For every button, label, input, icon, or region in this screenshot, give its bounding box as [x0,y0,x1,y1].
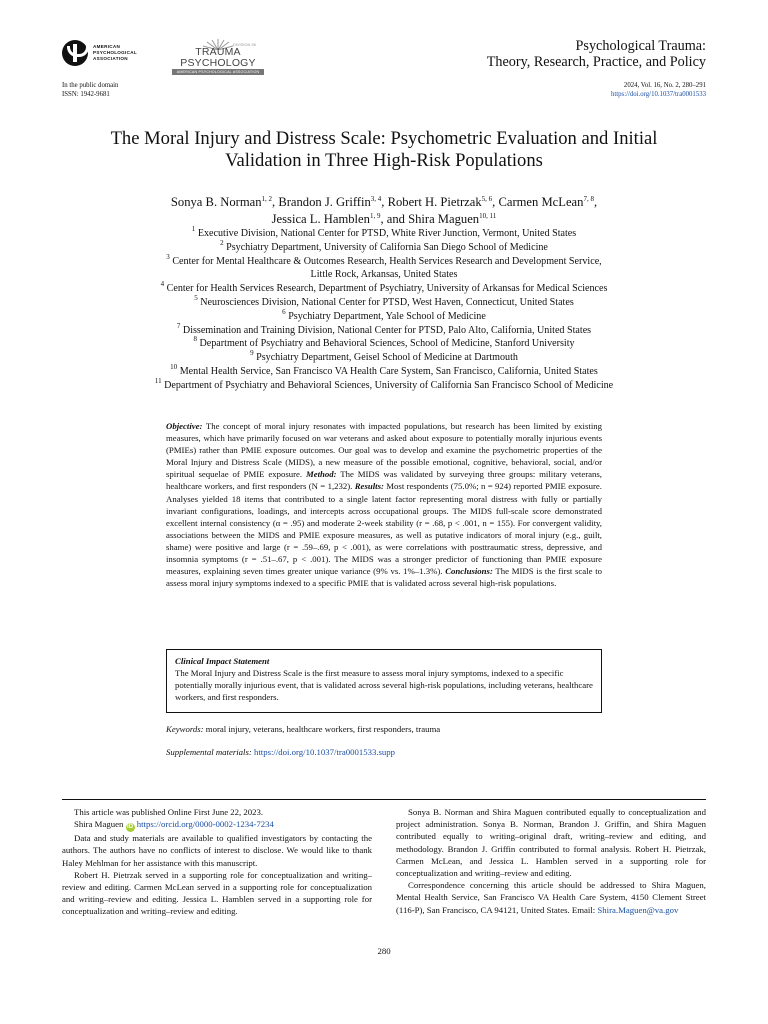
author-affiliation-sup: 5, 6 [481,195,493,203]
abstract-section-text: The MIDS was validated by surveying three groups: military veterans, healthcare workers, and first responders (N = 1,232). [166,469,602,492]
affiliation-number: 11 [154,376,162,385]
author-separator: , [272,195,279,209]
data-statement: Data and study materials are available to qualified investigators by contacting the authors. The authors have no conflicts of interest to disclose. We would like to thank Haley Mehlman for her assistance with this manuscript. [62,833,372,868]
affiliation-text: Center for Mental Healthcare & Outcomes Research, Health Services Research and Development Service, [172,255,602,267]
affiliation-number: 5 [194,293,198,302]
affiliation-text: Little Rock, Arkansas, United States [310,269,458,281]
apa-logo [62,40,137,66]
correspondence: Correspondence concerning this article should be addressed to Shira Maguen, Mental Health Service, San Francisco VA Health Care System, 4150 Clement Street (116-P), San Francisco, CA 94121, United States. Email: Shira.Maguen@va.gov [396,880,706,915]
affiliation-text: Neurosciences Division, National Center for PTSD, West Haven, Connecticut, United States [200,296,574,308]
affiliation-number: 8 [193,335,197,344]
publication-meta-left [62,81,118,99]
author-name: Brandon J. Griffin [278,195,371,209]
footnote-column-right [396,806,706,916]
affiliation-list [40,227,728,393]
affiliation-text: Psychiatry Department, Yale School of Medicine [288,310,486,322]
affiliation-number: 6 [282,307,286,316]
author-separator: , [492,195,499,209]
orcid-icon: iD [127,824,134,831]
affiliation [40,227,728,241]
footnote-divider [62,799,706,800]
publication-meta-right [611,81,706,99]
doi-link[interactable]: https://doi.org/10.1037/tra0001533 [610,91,706,98]
affiliation-number: 10 [170,362,178,371]
affiliation-text: Center for Health Services Research, Department of Psychiatry, University of Arkansas for Medical Sciences [166,283,608,295]
keywords [166,723,440,735]
affiliation-number: 3 [166,252,170,261]
author-separator: , [381,195,388,209]
abstract-section-text: Most respondents (75.0%; n = 924) reported PMIE exposure. Analyses yielded 18 items that contributed to a single latent factor representing moral distress with fully or partially invariant configurations, loadings, and intercepts across occupational groups. The MIDS full-scale score demonstrated excellent internal consistency (α = .95) and moderate 2-week stability (r = .68, p < .001, n = 155). For convergent validity, associations between the MIDS and PMIE exposure measures, as well as putative indicators of moral injury (e.g., guilt, shame) were positive and large (r = .59–.69, p < .001), as were correlations with posttraumatic stress, depressive, and insomnia symptoms (r = .51–.67, p < .001). The MIDS was a stronger predictor of functioning than PMIE exposure measures, explaining seven times greater unique variance (9% vs. 1%–1.3%). [166,481,602,577]
supplemental-link[interactable]: https://doi.org/10.1037/tra0001533.supp [253,747,396,757]
abstract-section-label: Method: [305,469,337,480]
affiliation-text: Dissemination and Training Division, National Center for PTSD, Palo Alto, California, United States [182,324,592,336]
author-affiliation-sup: 10, 11 [479,212,497,220]
published-note: This article was published Online First June 22, 2023. [74,807,264,817]
issn: ISSN: 1942-9681 [62,91,110,98]
affiliation [40,321,728,338]
author-affiliation-sup: 1, 9 [369,212,381,220]
division-number: DIVISION 56 [232,42,256,47]
orcid-line: Shira Maguen iD https://orcid.org/0000-0002-1234-7234 [74,819,274,831]
author-roles-right: Sonya B. Norman and Shira Maguen contributed equally to conceptualization and project administration. Sonya B. Norman, Brandon J. Griffin, and Shira Maguen contributed equally to writing–original draft, writing–review and editing, and methodology. Brandon J. Griffin contributed to formal analysis. Robert H. Pietrzak, Carmen McLean, and Jessica L. Hamblen served in a supporting role for conceptualization and writing–review and editing. [396,807,706,879]
apa-psi-icon [62,40,88,66]
affiliation [40,293,728,310]
author-affiliation-sup: 1, 2 [261,195,273,203]
journal-title: Psychological Trauma: Theory, Research, Practice, and Policy [486,38,706,70]
supplemental-label: Supplemental materials: [166,747,252,757]
abstract-section-text: The concept of moral injury resonates with impacted populations, but research has been limited by existing measures, which have primarily focused on war veterans and asked about exposure to potentially morally injurious events (PMIEs) rather than PMIE exposure outcomes. Our goal was to develop and examine the psychometric properties of the Moral Injury and Distress Scale (MIDS), a new measure of the possible emotional, cognitive, behavioral, social, and/or spiritual sequelae of PMIE exposure. [166,421,602,480]
affiliation-number: 2 [220,238,224,247]
affiliation-number: 7 [176,321,181,330]
division-name: TRAUMA PSYCHOLOGY [180,46,256,69]
affiliation [40,351,728,365]
article-title: The Moral Injury and Distress Scale: Psychometric Evaluation and Initial Validation in Three High-Risk Populations [110,128,658,171]
affiliation-text: Department of Psychiatry and Behavioral Sciences, School of Medicine, Stanford University [199,338,575,350]
volume-info: 2024, Vol. 16, No. 2, 280–291 [623,82,706,89]
affiliation-text: Mental Health Service, San Francisco VA Health Care System, San Francisco, California, United States [179,365,598,377]
affiliation [40,337,728,351]
affiliation-number: 4 [160,280,165,289]
affiliation-text: Department of Psychiatry and Behavioral Sciences, University of California San Francisco School of Medicine [164,379,614,391]
author-name: Jessica L. Hamblen [271,212,370,226]
public-domain-note: In the public domain [62,82,119,89]
author-name: Sonya B. Norman [170,195,262,209]
author-name: Shira Maguen [408,212,480,226]
abstract-section-label: Objective: [166,421,203,431]
author-name: Carmen McLean [498,195,584,209]
author-roles-left: Robert H. Pietrzak served in a supporting role for conceptualization and writing–review and editing. Carmen McLean served in a supporting role for conceptualization and writing–review and editing. Jessica L. Hamblen served in a supporting role for conceptualization and writing–review and editing. [62,869,372,917]
footnote-column-left [62,806,372,918]
affiliation [40,307,728,324]
affiliation [40,362,728,379]
author-list [40,194,728,228]
author-affiliation-sup: 3, 4 [370,195,382,203]
abstract [166,420,602,589]
clinical-impact-heading: Clinical Impact Statement [175,656,270,666]
affiliation-text: Executive Division, National Center for PTSD, White River Junction, Vermont, United States [197,228,577,239]
affiliation-text: Psychiatry Department, University of California San Diego School of Medicine [226,241,548,253]
affiliation-number: 9 [250,349,254,358]
author-separator: , [593,195,598,209]
affiliation-text: Psychiatry Department, Geisel School of Medicine at Dartmouth [256,352,518,364]
clinical-impact-text: The Moral Injury and Distress Scale is the first measure to assess moral injury symptoms, indexed to a specific potentially morally injurious event, that is validated across several high-risk populations, including veterans, healthcare workers, and first responders. [175,668,593,703]
affiliation [40,252,728,269]
affiliation [40,282,728,296]
apa-logo-text: AMERICAN PSYCHOLOGICAL ASSOCIATION [93,44,137,61]
author-separator: , and [380,212,409,226]
keywords-text: moral injury, veterans, healthcare workers, first responders, trauma [203,724,441,734]
affiliation [40,268,728,282]
affiliation [40,238,728,255]
author-name: Robert H. Pietrzak [387,195,482,209]
supplemental-materials [166,746,395,758]
clinical-impact-box [166,649,602,713]
orcid-link[interactable]: https://orcid.org/0000-0002-1234-7234 [136,819,274,830]
keywords-label: Keywords: [166,724,204,734]
email-link[interactable]: Shira.Maguen@va.gov [597,904,679,915]
abstract-section-text: The MIDS is the first scale to assess moral injury symptoms indexed to a specific PMIE that is validated across several high-risk populations. [166,566,602,589]
page-number: 280 [377,946,391,956]
affiliation-number: 1 [191,225,196,233]
abstract-section-label: Conclusions: [445,566,493,577]
author-affiliation-sup: 7, 8 [583,195,594,203]
division-subtitle: AMERICAN PSYCHOLOGICAL ASSOCIATION [172,69,264,75]
abstract-section-label: Results: [354,481,384,492]
affiliation [40,376,728,393]
trauma-psychology-logo [172,38,264,75]
